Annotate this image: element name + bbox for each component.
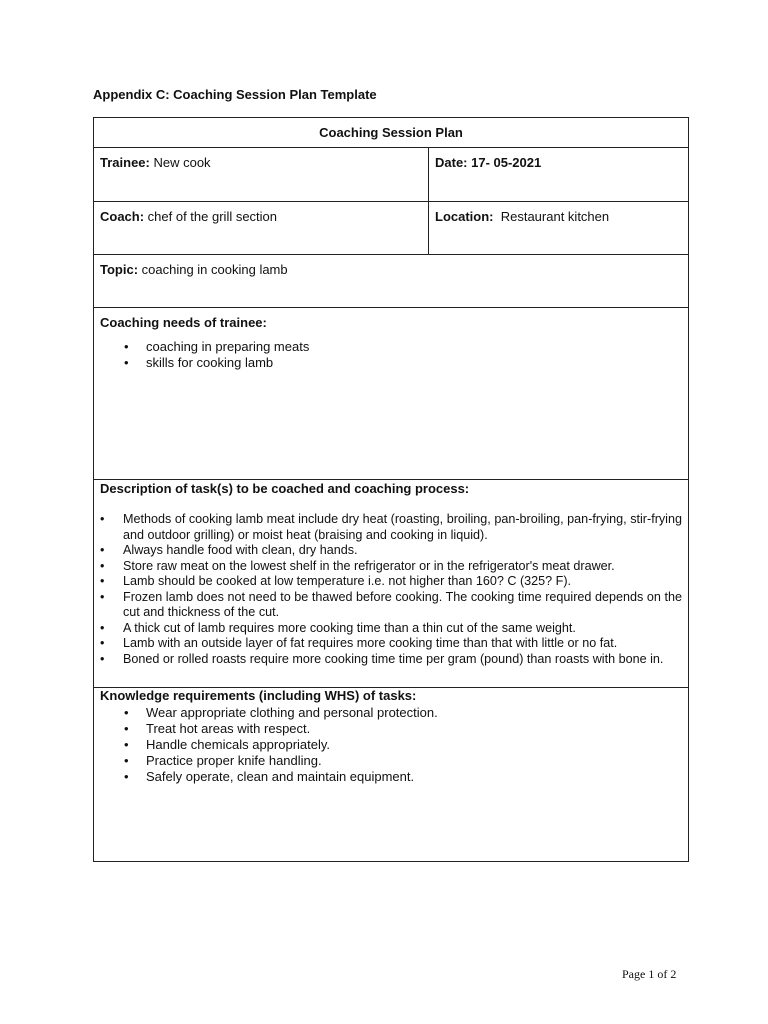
- trainee-date-row: [94, 148, 688, 202]
- task-description-row: [94, 480, 688, 688]
- topic-field: [100, 262, 288, 277]
- table-title: Coaching Session Plan: [319, 125, 463, 140]
- date-cell: [428, 148, 688, 201]
- location-label: Location:: [435, 209, 494, 224]
- list-item: • Methods of cooking lamb meat include dry heat (roasting, broiling, pan-broiling, pan-frying, stir-frying and outdoor grilling) or moist heat (braising and cooking in liquid).: [100, 512, 682, 543]
- list-item: • Boned or rolled roasts require more cooking time time per gram (pound) than roasts with bone in.: [100, 652, 682, 668]
- topic-label: Topic:: [100, 262, 139, 277]
- coach-field: [100, 209, 277, 224]
- coach-value: chef of the grill section: [144, 209, 278, 224]
- task-description-label: Description of task(s) to be coached and coaching process:: [100, 481, 470, 496]
- coaching-needs-label: Coaching needs of trainee:: [100, 315, 267, 330]
- list-item: • Always handle food with clean, dry hands.: [100, 543, 682, 559]
- page-heading: Appendix C: Coaching Session Plan Template: [93, 87, 377, 102]
- knowledge-requirements-list: [94, 705, 438, 785]
- list-item: • Safely operate, clean and maintain equipment.: [94, 769, 438, 785]
- list-item: • A thick cut of lamb requires more cooking time than a thin cut of the same weight.: [100, 621, 682, 637]
- location-cell: [428, 202, 688, 254]
- table-title-row: [94, 118, 688, 148]
- knowledge-requirements-label: Knowledge requirements (including WHS) of tasks:: [100, 688, 417, 703]
- coaching-needs-row: [94, 308, 688, 480]
- trainee-field: [100, 155, 211, 170]
- location-value: Restaurant kitchen: [493, 209, 610, 224]
- date-label: Date: 17- 05-2021: [435, 155, 542, 170]
- list-item: • Lamb with an outside layer of fat requires more cooking time than that with little or no fat.: [100, 636, 682, 652]
- trainee-cell: [94, 148, 428, 201]
- list-item: • Treat hot areas with respect.: [94, 721, 438, 737]
- list-item: • Handle chemicals appropriately.: [94, 737, 438, 753]
- page-number: Page 1 of 2: [622, 967, 677, 981]
- list-item: • coaching in preparing meats: [94, 339, 309, 355]
- coach-location-row: [94, 202, 688, 255]
- knowledge-requirements-row: [94, 688, 688, 861]
- list-item: • Practice proper knife handling.: [94, 753, 438, 769]
- coaching-plan-table: [93, 117, 689, 862]
- list-item: • skills for cooking lamb: [94, 355, 309, 371]
- coach-label: Coach:: [100, 209, 145, 224]
- coach-cell: [94, 202, 428, 254]
- trainee-value: New cook: [149, 155, 211, 170]
- list-item: • Wear appropriate clothing and personal protection.: [94, 705, 438, 721]
- list-item: • Store raw meat on the lowest shelf in the refrigerator or in the refrigerator's meat drawer.: [100, 559, 682, 575]
- date-field: [435, 155, 541, 170]
- location-field: [435, 209, 609, 224]
- coaching-needs-list: [94, 339, 309, 371]
- topic-value: coaching in cooking lamb: [138, 262, 288, 277]
- topic-row: [94, 255, 688, 308]
- list-item: • Frozen lamb does not need to be thawed before cooking. The cooking time required depends on the cut and thickness of the cut.: [100, 590, 682, 621]
- trainee-label: Trainee:: [100, 155, 150, 170]
- task-description-list: [100, 512, 682, 667]
- list-item: • Lamb should be cooked at low temperature i.e. not higher than 160? C (325? F).: [100, 574, 682, 590]
